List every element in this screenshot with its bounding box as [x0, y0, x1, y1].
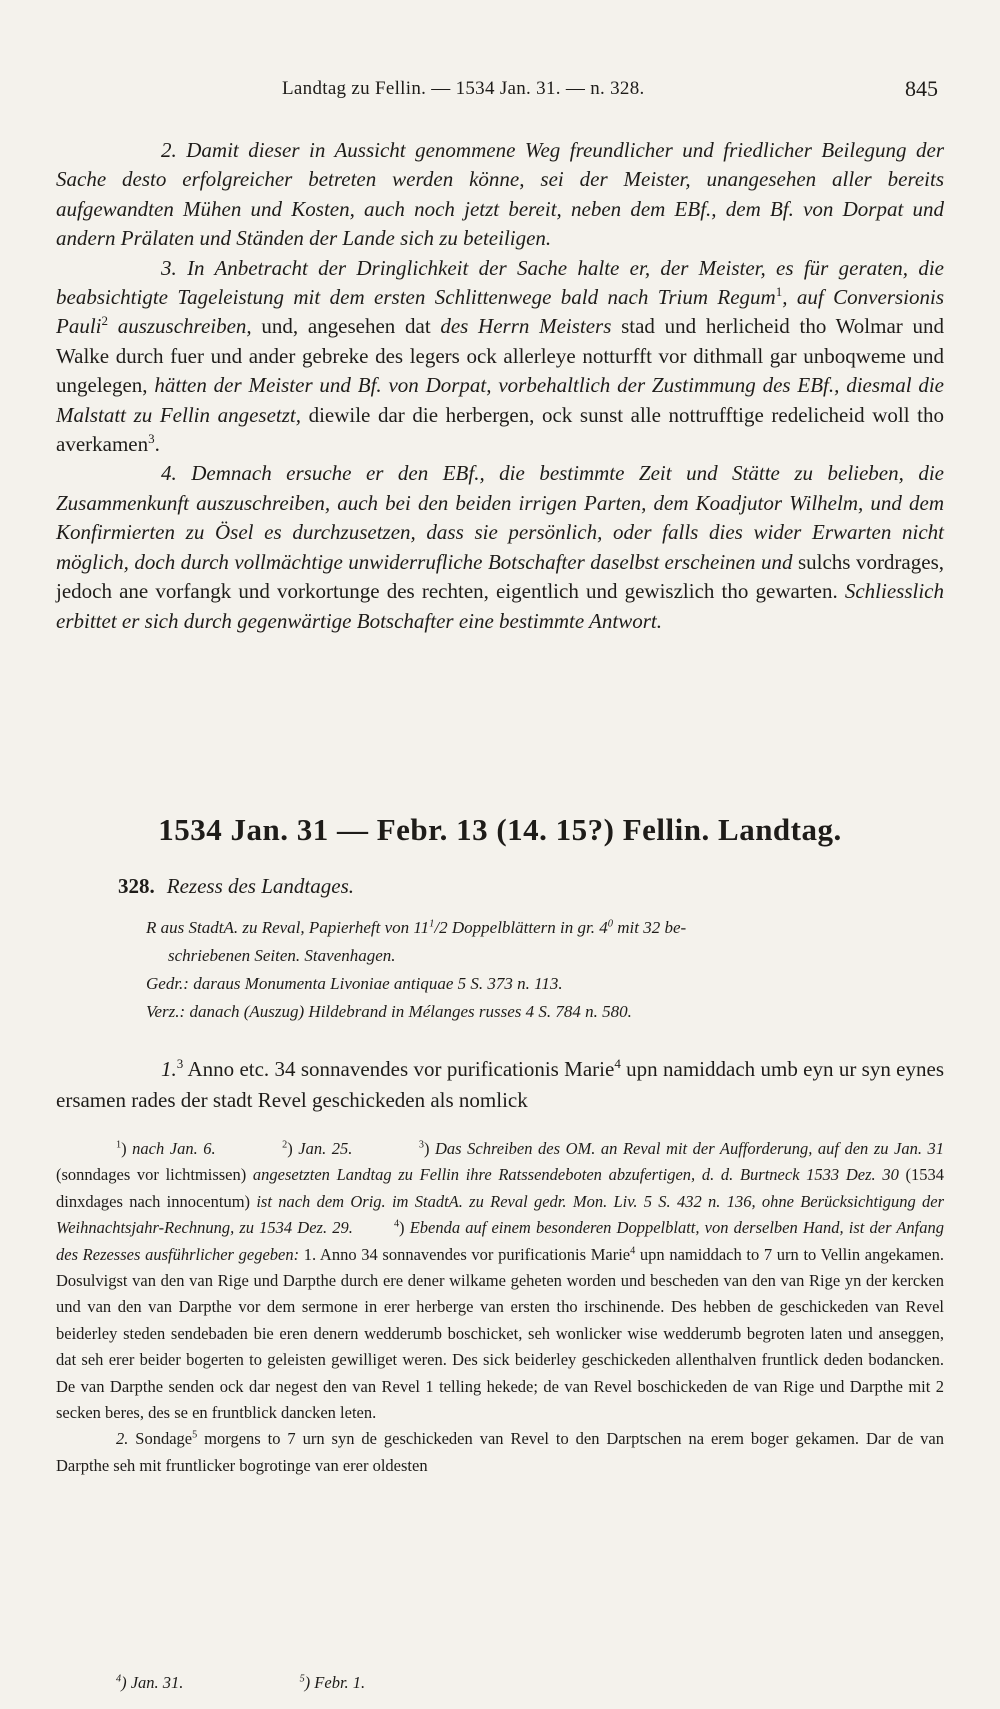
para-number: 1.: [161, 1057, 177, 1081]
footnote-ref: 3: [176, 1056, 184, 1071]
quote-text: sulchs vordrages, jedoch ane vorfangk und vorkortunge des rechten, eigentlich und gewiszlich tho gewarten.: [56, 549, 944, 604]
register-line: Verz.: danach (Auszug) Hildebrand in Mélanges russes 4 S. 784 n. 580.: [146, 1002, 632, 1021]
footnote-mark: 4: [393, 1218, 400, 1230]
quote-text: stad und herlicheid tho Wolmar und Walke durch fuer und ander gebreke des legers ock allerleye notturfft vor dithmall gar unboqweme und ungelegen,: [56, 314, 944, 398]
para-text: In Anbetracht der Dringlichkeit der Sache halte er, der Meister, es für geraten, die beabsichtigte Tageleistung mit dem ersten Schlittenwege bald nach Trium Regum: [56, 255, 944, 310]
letter-summary: [56, 136, 944, 636]
footnote-text: nach Jan. 6.: [132, 1139, 216, 1158]
recess-text: [56, 1054, 944, 1116]
source-line: schriebenen Seiten. Stavenhagen.: [168, 946, 396, 965]
para-text: auszuschreiben,: [108, 314, 252, 339]
footnote-quote: morgens to 7 urn syn de geschickeden van Revel to den Darptschen na erem boger gekamen. Dar de van Darpthe seh mit fruntlicker bogrotinge van erer oldesten: [56, 1429, 944, 1475]
footnote-mark: 1: [116, 1139, 122, 1151]
paragraph-2: [56, 136, 944, 254]
format-sup: 0: [607, 918, 613, 930]
footnote-paragraph: $^1$) nach Jan. 6. $^2$) Jan. 25. $^3$) Das Schreiben des OM. an Reval mit der Aufforderung, auf den zu Jan. 31 (sonndages vor lichtmissen) angesetzten Landtag zu Fellin ihre Ratssendeboten abzufertigen, d. d. Burtneck 1533 Dez. 30 (1534 dinxdages nach innocentum) ist nach dem Orig. im StadtA. zu Reval gedr. Mon. Liv. 5 S. 432 n. 136, ohne Berücksichtigung der Weihnachtsjahr-Rechnung, zu 1534 Dez. 29. $^4$) Ebenda auf einem besonderen Doppelblatt, von derselben Hand, ist der Anfang des Rezesses ausführlicher gegeben: 1. Anno 34 sonnavendes vor purificationis Marie$^4$ upn namiddach to 7 urn to Vellin angekamen. Dosulvigst van den van Rige und Darpthe durch ere dener wilkame geheten worden und bescheden van den van Rige yn der kercken und van den van Darpthe vor dem sermone in erer herberge van ersten tho irschinende. Des hebben de geschickeden van Revel beiderley steden sendebaden bie eren denern wedderumb boschicket, seh wonlicker wise wedderumb begroten laten und anseggen, dat seh erer beider bogerten to geleisten gewilliget weren. Des sick beiderley geschickeden allenthalven fruntlick deden bodancken. De van Darpthe senden ock dar negest den van Revel 1 telling hekede; de van Revel boschickeden de van Rige und Darpthe mit 2 secken beres, des se en fruntblick dancken leten.: [56, 1139, 945, 1423]
document-number: 328.: [118, 874, 155, 898]
para-number: 2.: [161, 138, 177, 162]
footnote-mark: 3: [418, 1139, 424, 1151]
footnote-text: Jan. 31.: [130, 1673, 184, 1692]
footnote-text: Das Schreiben des OM. an Reval mit der Aufforderung, auf den zu Jan. 31: [435, 1139, 945, 1158]
footnote-quote: (1534 dinxdages nach innocentum): [56, 1165, 944, 1211]
footnote-4: $^4$) Jan. 31.: [116, 1673, 184, 1692]
footnote-paragraph: [56, 1426, 944, 1479]
quote-text: diewile dar die herbergen, ock sunst alle nottrufftige redelicheid woll tho averkamen: [56, 402, 944, 457]
footnote-text: Jan. 25.: [298, 1139, 353, 1158]
footnote-ref: 4: [614, 1056, 621, 1071]
para-text: Damit dieser in Aussicht genommene Weg freundlicher und friedlicher Beilegung der Sache desto erfolgreicher betreten werden könne, sei der Meister, unangesehen aller bereits aufgewandten Mühen und Kosten, auch noch jetzt bereit, neben dem EBf., dem Bf. von Dorpat und andern Prälaten und Ständen der Lande sich zu beteiligen.: [56, 138, 944, 251]
footnote-text: Febr. 1.: [314, 1673, 366, 1692]
quote-text: .: [154, 432, 160, 457]
para-number: 3.: [161, 255, 177, 280]
footnote-ref: 1: [775, 284, 783, 300]
recess-text-run: Anno etc. 34 sonnavendes vor purificationis Marie: [183, 1057, 615, 1081]
para-number: 4.: [161, 461, 177, 486]
source-text: R aus StadtA. zu Reval, Papierheft von 11: [146, 918, 430, 937]
recess-paragraph-1: [56, 1054, 944, 1116]
para-text: des Herrn Meisters: [440, 314, 612, 339]
document-title: Rezess des Landtages.: [166, 874, 354, 898]
paragraph-4: [56, 459, 944, 635]
source-apparatus: [146, 914, 936, 1026]
source-line: [146, 914, 936, 942]
footnote-mark: 5: [299, 1673, 305, 1685]
footnote-text: Ebenda auf einem besonderen Doppelblatt, von derselben Hand, ist der Anfang des Rezesses ausführlicher gegeben:: [56, 1218, 945, 1264]
footnote-mark: 4: [116, 1673, 122, 1685]
source-text: /2 Doppelblättern in gr. 4: [434, 918, 608, 937]
footnote-ref: 4: [630, 1245, 636, 1257]
page-number: 845: [905, 76, 938, 101]
footnote-quote: upn namiddach to 7 urn to Vellin angekamen. Dosulvigst van den van Rige und Darpthe durch ere dener wilkame geheten worden und bescheden van den van Rige yn der kercken und van den van Darpthe vor dem sermone in erer herberge van ersten tho irschinende. Des hebben de geschickeden van Revel beiderley steden sendebaden bie eren denern wedderumb boschicket, seh wonlicker wise wedderumb begroten laten und anseggen, dat seh erer beider bogerten to geleisten gewilliget weren. Des sick beiderley geschickeden allenthalven fruntlick deden bodancken. De van Darpthe senden ock dar negest den van Revel 1 telling hekede; de van Revel boschickeden de van Rige und Darpthe mit 2 secken beres, des se en fruntblick dancken leten.: [56, 1244, 945, 1423]
footnote-ref: 2: [101, 313, 109, 329]
para-text: , auf Conversionis Pauli: [56, 285, 945, 339]
footnote-text: angesetzten Landtag zu Fellin ihre Ratssendeboten abzufertigen, d. d. Burtneck 1533 Dez. 30: [252, 1165, 899, 1185]
footnote-quote: (sonndages vor lichtmissen): [56, 1165, 253, 1185]
paragraph-3: [56, 254, 944, 460]
footnote-text: ist nach dem Orig. im StadtA. zu Reval gedr. Mon. Liv. 5 S. 432 n. 136, ohne Berücksichtigung der Weihnachtsjahr-Rechnung, zu 1534 Dez. 29.: [56, 1191, 944, 1238]
fraction-sup: 1: [429, 918, 435, 930]
footnote-mark: 2: [282, 1139, 288, 1151]
running-head: [0, 72, 1000, 112]
footnotes: [56, 1136, 944, 1479]
footnote-5: $^5$) Febr. 1.: [299, 1673, 366, 1692]
recess-text-run: upn namiddach umb eyn ur syn eynes ersamen rades der stadt Revel geschickeden als nomlick: [56, 1057, 944, 1112]
para-text: Schliesslich erbittet er sich durch gegenwärtige Botschafter eine bestimmte Antwort.: [56, 579, 944, 633]
printed-edition-line: Gedr.: daraus Monumenta Livoniae antiquae 5 S. 373 n. 113.: [146, 974, 563, 993]
section-heading: 1534 Jan. 31 — Febr. 13 (14. 15?) Fellin. Landtag.: [158, 812, 842, 847]
footnote-ref: 5: [192, 1429, 198, 1441]
para-number: 2.: [116, 1429, 129, 1449]
quote-text: und, angesehen dat: [251, 314, 441, 339]
footnote-quote: 1. Anno 34 sonnavendes vor purificationis Marie: [299, 1244, 631, 1264]
para-text: Demnach ersuche er den EBf., die bestimmte Zeit und Stätte zu belieben, die Zusammenkunft auszuschreiben, auch bei den beiden irrigen Parten, dem Koadjutor Wilhelm, und dem Konfirmierten zu Ösel es durchzusetzen, dass sie persönlich, oder falls dies wider Erwarten nicht möglich, doch durch vollmächtige unwiderrufliche Botschafter daselbst erscheinen und: [56, 461, 945, 574]
para-text: hätten der Meister und Bf. von Dorpat, vorbehaltlich der Zustimmung des EBf., diesmal die Malstatt zu Fellin angesetzt,: [56, 373, 944, 427]
running-title: Landtag zu Fellin. — 1534 Jan. 31. — n. 328.: [282, 78, 645, 99]
footnote-ref: 3: [148, 431, 155, 447]
document-number-line: [118, 874, 354, 899]
page-footnotes: [116, 1673, 477, 1693]
footnote-quote: Sondage: [128, 1429, 193, 1449]
source-text: mit 32 be-: [612, 918, 687, 937]
